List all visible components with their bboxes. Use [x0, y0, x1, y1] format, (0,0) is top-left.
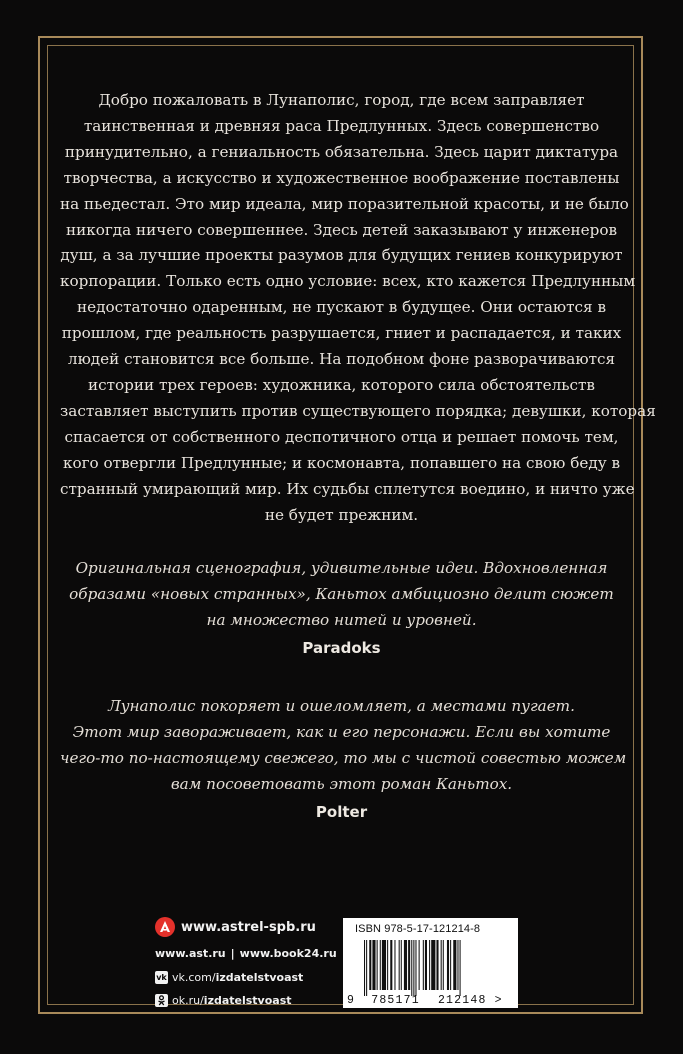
blurb-line: творчества, а искусство и художественное воображение поставлены [63, 168, 620, 187]
ok-link-row[interactable] [155, 989, 335, 1012]
ast-url[interactable]: www.ast.ru [155, 946, 226, 960]
review-quote-polter [60, 694, 627, 823]
odnoklassniki-icon [155, 994, 168, 1007]
isbn-label: ISBN 978-5-17-121214-8 [355, 923, 481, 935]
blurb-line: людей становится все больше. На подобном фоне разворачиваются [67, 350, 616, 369]
blurb-line: принудительно, а гениальность обязательна. Здесь царит диктатура [64, 142, 619, 161]
link-separator: | [230, 946, 235, 960]
blurb-line: никогда ничего совершеннее. Здесь детей заказывают у инженеров [65, 220, 618, 239]
blurb-line: истории трех героев: художника, которого сила обстоятельств [87, 375, 595, 394]
book24-url[interactable]: www.book24.ru [239, 946, 337, 960]
web-links-row [155, 940, 335, 966]
ok-url-handle[interactable]: izdatelstvoast [203, 994, 292, 1007]
blurb-line: странный умирающий мир. Их судьбы сплетутся воедино, и ничто уже [60, 479, 635, 498]
publisher-links [155, 914, 335, 1012]
back-cover-content [60, 88, 656, 823]
quote-author: Polter [315, 802, 368, 821]
vk-url-prefix[interactable]: vk.com/ [172, 971, 216, 984]
blurb-line: недостаточно одаренным, не пускают в будущее. Они остаются в [76, 298, 607, 317]
astrel-logo-icon [155, 917, 175, 937]
vk-url-handle[interactable]: izdatelstvoast [215, 971, 304, 984]
quote-text [60, 556, 623, 634]
astrel-url[interactable]: www.astrel-spb.ru [181, 919, 316, 935]
blurb-line: заставляет выступить против существующего порядка; девушки, которая [60, 401, 656, 420]
quote-line: на множество нитей и уровней. [206, 611, 477, 630]
barcode-end-mark: > [494, 994, 503, 1007]
ok-url-prefix[interactable]: ok.ru/ [172, 994, 204, 1007]
barcode-digit-first: 9 [347, 994, 356, 1007]
isbn-barcode [343, 918, 518, 1008]
book-blurb [60, 88, 656, 528]
vk-link-row[interactable] [155, 966, 335, 989]
quote-text [60, 694, 627, 798]
barcode-digits-left: 785171 [371, 994, 420, 1007]
quote-author: Paradoks [302, 639, 381, 658]
blurb-line: таинственная и древняя раса Предлунных. Здесь совершенство [83, 116, 600, 135]
vk-icon: vk [155, 971, 168, 984]
blurb-line: душ, а за лучшие проекты разумов для будущих гениев конкурируют [60, 246, 623, 265]
quote-line: образами «новых странных», Каньтох амбициозно делит сюжет [69, 585, 614, 604]
barcode-digits-right: 212148 [437, 994, 487, 1007]
blurb-line: Добро пожаловать в Лунаполис, город, где всем заправляет [98, 91, 585, 109]
barcode-bars [364, 940, 494, 996]
blurb-line: спасается от собственного деспотичного отца и решает помочь тем, [64, 427, 619, 446]
astrel-link-row[interactable] [155, 914, 335, 940]
quote-line: Оригинальная сценография, удивительные идеи. Вдохновленная [75, 559, 608, 578]
blurb-line: на пьедестал. Это мир идеала, мир поразительной красоты, и не было [60, 194, 629, 213]
quote-line: Лунаполис покоряет и ошеломляет, а местами пугает. [108, 697, 575, 716]
blurb-line: не будет прежним. [264, 505, 419, 524]
review-quote-paradoks [60, 556, 623, 659]
blurb-line: кого отвергли Предлунные; и космонавта, попавшего на свою беду в [62, 453, 621, 472]
barcode-digits [347, 994, 517, 1007]
quote-line: чего-то по-настоящему свежего, то мы с чистой совестью можем [60, 748, 627, 767]
blurb-line: корпорации. Только есть одно условие: всех, кто кажется Предлунным [60, 272, 636, 291]
quote-line: Этот мир завораживает, как и его персонажи. Если вы хотите [72, 723, 611, 742]
blurb-line: прошлом, где реальность разрушается, гниет и распадается, и таких [61, 324, 622, 343]
quote-line: вам посоветовать этот роман Каньтох. [170, 774, 513, 793]
